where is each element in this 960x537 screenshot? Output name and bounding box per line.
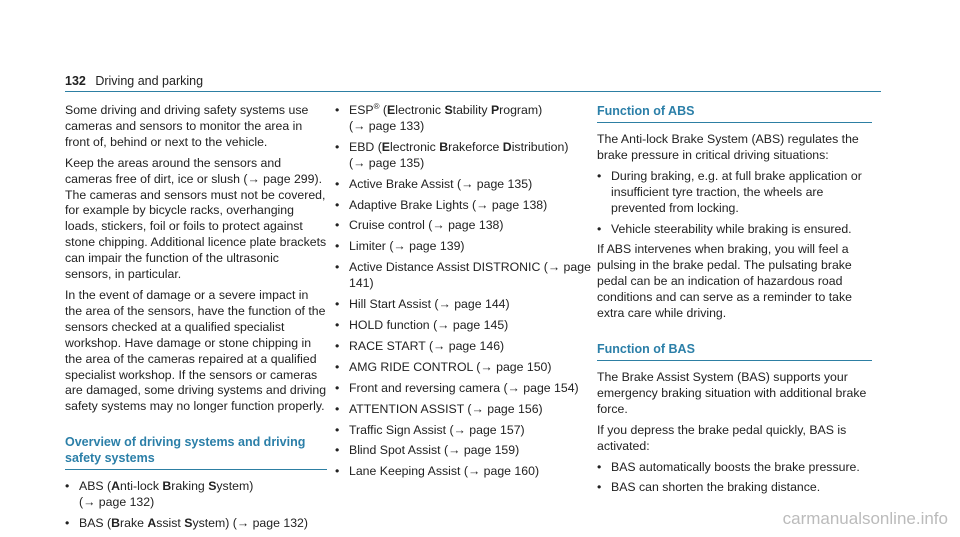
list-item[interactable]: • HOLD function (→ page 145) (335, 318, 597, 334)
list-item: • BAS automatically boosts the brake pressure. (597, 460, 872, 476)
abs-list (597, 169, 872, 238)
list-item[interactable]: • RACE START (→ page 146) (335, 339, 597, 355)
list-item[interactable]: • Active Brake Assist (→ page 135) (335, 177, 597, 193)
abs-section-title: Function of ABS (597, 104, 695, 118)
list-item: • During braking, e.g. at full brake application or insufficient tyre traction, the wheels are prevented from locking. (597, 169, 872, 217)
list-item-abs[interactable]: • ABS (Anti-lock Braking System) (→ page 132) (65, 479, 327, 511)
list-item[interactable]: • Adaptive Brake Lights (→ page 138) (335, 198, 597, 214)
list-item: • BAS can shorten the braking distance. (597, 480, 872, 496)
list-item: • Vehicle steerability while braking is ensured. (597, 222, 872, 238)
column-middle (335, 103, 597, 485)
list-item-ebd[interactable]: • EBD (Electronic Brakeforce Distribution) (→ page 135) (335, 140, 597, 172)
section-rule (597, 122, 872, 123)
section-rule (65, 469, 327, 470)
list-item-bas[interactable]: • BAS (Brake Assist System) (→ page 132) (65, 516, 327, 532)
systems-list-left (65, 479, 327, 532)
systems-list-right (335, 103, 597, 480)
overview-section-title: Overview of driving systems and driving safety systems (65, 435, 306, 466)
column-right (597, 103, 872, 501)
list-item[interactable]: • Active Distance Assist DISTRONIC (→ page 141) (335, 260, 597, 292)
list-item[interactable]: • ATTENTION ASSIST (→ page 156) (335, 402, 597, 418)
list-item[interactable]: • Lane Keeping Assist (→ page 160) (335, 464, 597, 480)
list-item[interactable]: • Cruise control (→ page 138) (335, 218, 597, 234)
page-reference-link[interactable]: (→ page 132) (232, 516, 308, 531)
list-item[interactable]: • Limiter (→ page 139) (335, 239, 597, 255)
list-item[interactable]: • Front and reversing camera (→ page 154) (335, 381, 597, 397)
column-left (65, 103, 327, 537)
section-rule (597, 360, 872, 361)
damage-paragraph: In the event of damage or a severe impact in the area of the sensors, have the function of the sensors checked at a qualified specialist workshop. Have damage or stone chipping in the area of the cameras repaired at a qualified specialist workshop. If the sensors or cameras are damaged, some driving systems and driving safety systems may no longer function properly. (65, 287, 327, 414)
list-item-esp[interactable]: • ESP® (Electronic Stability Program) (→ page 133) (335, 103, 597, 135)
bas-activation-paragraph: If you depress the brake pedal quickly, BAS is activated: (597, 422, 847, 453)
sensor-care-paragraph: Keep the areas around the sensors and cameras free of dirt, ice or slush (→ page 299). The cameras and sensors must not be covered, for example by bicycle racks, overhanging loads, stickers, foil or foils to protect against stone chipping. Additional licence plate brackets can impair the function of the ultrasonic sensors, in particular. (65, 155, 327, 282)
bas-paragraph: The Brake Assist System (BAS) supports your emergency braking situation with additional brake force. (597, 369, 867, 416)
abs-pulsing-paragraph: If ABS intervenes when braking, you will feel a pulsing in the brake pedal. The pulsating brake pedal can be an indication of hazardous road conditions and can serve as a reminder to take extra care while driving. (597, 242, 852, 321)
page-reference-link[interactable]: (→ page 133) (349, 118, 425, 133)
watermark: carmanualsonline.info (782, 509, 948, 529)
page-reference-link[interactable]: (→ page 132) (79, 495, 155, 510)
abs-paragraph: The Anti-lock Brake System (ABS) regulates the brake pressure in critical driving situations: (597, 132, 859, 162)
header-title: Driving and parking (95, 74, 204, 88)
bas-section-title: Function of BAS (597, 341, 695, 356)
list-item[interactable]: • Traffic Sign Assist (→ page 157) (335, 423, 597, 439)
header-rule (65, 91, 881, 92)
intro-paragraph: Some driving and driving safety systems use cameras and sensors to monitor the area in front of, behind or next to the vehicle. (65, 103, 309, 149)
list-item[interactable]: • Hill Start Assist (→ page 144) (335, 297, 597, 313)
list-item[interactable]: • AMG RIDE CONTROL (→ page 150) (335, 360, 597, 376)
page-reference-link[interactable]: (→ page 135) (349, 155, 425, 170)
page-number: 132 (65, 74, 86, 88)
bas-list (597, 460, 872, 497)
list-item[interactable]: • Blind Spot Assist (→ page 159) (335, 443, 597, 459)
page-header (65, 74, 203, 90)
